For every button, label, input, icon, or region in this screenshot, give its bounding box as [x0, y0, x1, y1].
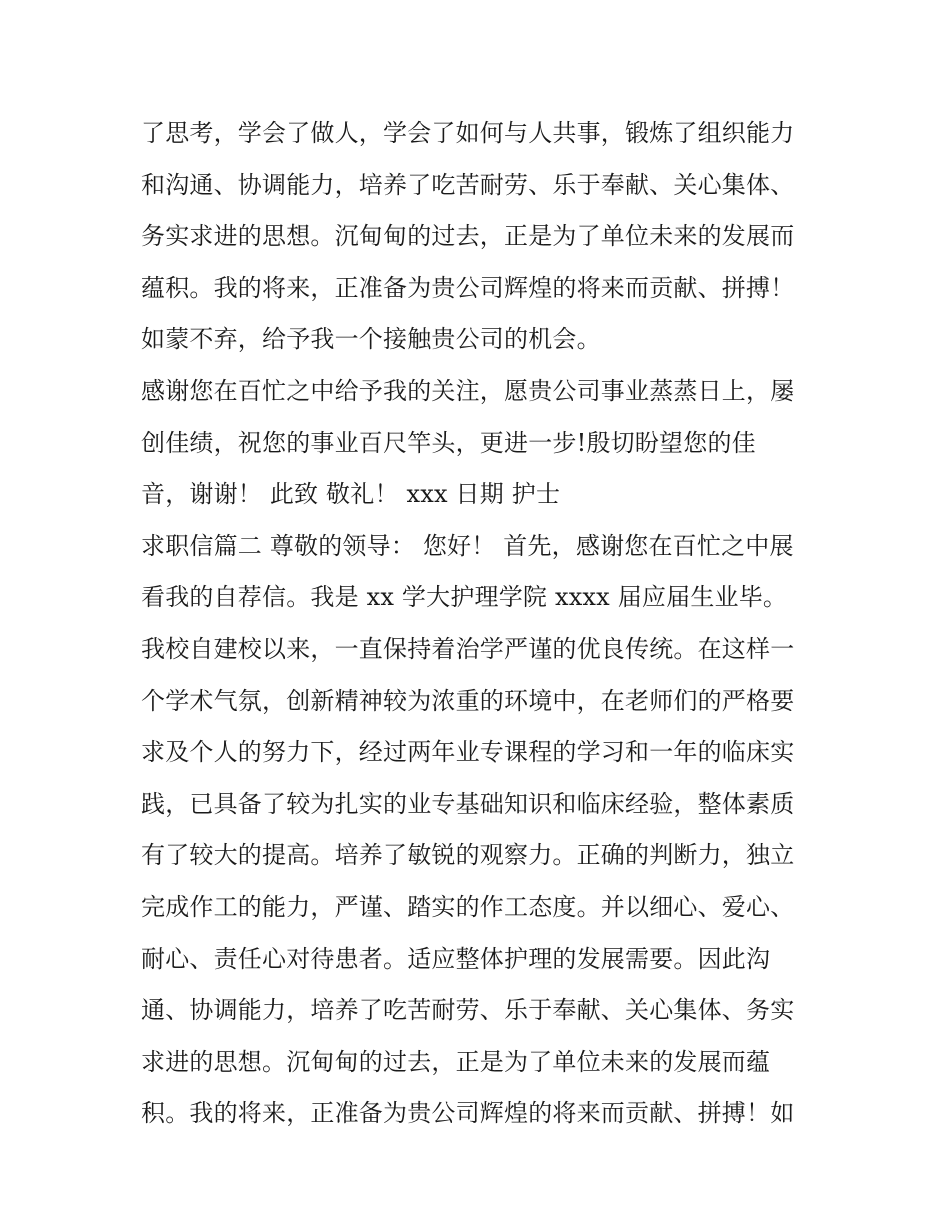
text-line: 求职信篇二 尊敬的领导： 您好！ 首先，感谢您在百忙之中展 — [141, 531, 794, 560]
text-line: 创佳绩，祝您的事业百尺竿头，更进一步!殷切盼望您的佳 — [141, 428, 756, 457]
text-line: 耐心、责任心对待患者。适应整体护理的发展需要。因此沟 — [141, 944, 771, 973]
body-text — [141, 108, 821, 1140]
text-line: 感谢您在百忙之中给予我的关注，愿贵公司事业蒸蒸日上，屡 — [141, 376, 795, 405]
text-line: 个学术气氛，创新精神较为浓重的环境中，在老师们的严格要 — [141, 686, 795, 715]
text-line: 看我的自荐信。我是 xx 学大护理学院 xxxx 届应届生业毕。 — [141, 583, 788, 612]
text-line: 蕴积。我的将来，正准备为贵公司辉煌的将来而贡献、拼搏！ — [141, 273, 795, 302]
text-line: 了思考，学会了做人，学会了如何与人共事，锻炼了组织能力 — [141, 119, 795, 147]
text-line: 和沟通、协调能力，培养了吃苦耐劳、乐于奉献、关心集体、 — [141, 170, 795, 199]
text-line: 完成作工的能力，严谨、踏实的作工态度。并以细心、爱心、 — [141, 892, 795, 921]
text-line: 积。我的将来，正准备为贵公司辉煌的将来而贡献、拼搏！如 — [141, 1099, 795, 1128]
text-line: 通、协调能力，培养了吃苦耐劳、乐于奉献、关心集体、务实 — [141, 996, 795, 1025]
text-line: 有了较大的提高。培养了敏锐的观察力。正确的判断力，独立 — [141, 841, 795, 870]
text-line: 务实求进的思想。沉甸甸的过去，正是为了单位未来的发展而 — [141, 222, 795, 251]
text-line: 求进的思想。沉甸甸的过去，正是为了单位未来的发展而蕴 — [141, 1047, 771, 1076]
text-line: 如蒙不弃，给予我一个接触贵公司的机会。 — [141, 325, 601, 354]
text-line: 求及个人的努力下，经过两年业专课程的学习和一年的临床实 — [141, 738, 795, 767]
text-line: 践，已具备了较为扎实的业专基础知识和临床经验，整体素质 — [141, 789, 795, 818]
text-line: 我校自建校以来，一直保持着治学严谨的优良传统。在这样一 — [141, 634, 795, 663]
text-line: 音，谢谢！ 此致 敬礼！ xxx 日期 护士 — [141, 480, 561, 509]
